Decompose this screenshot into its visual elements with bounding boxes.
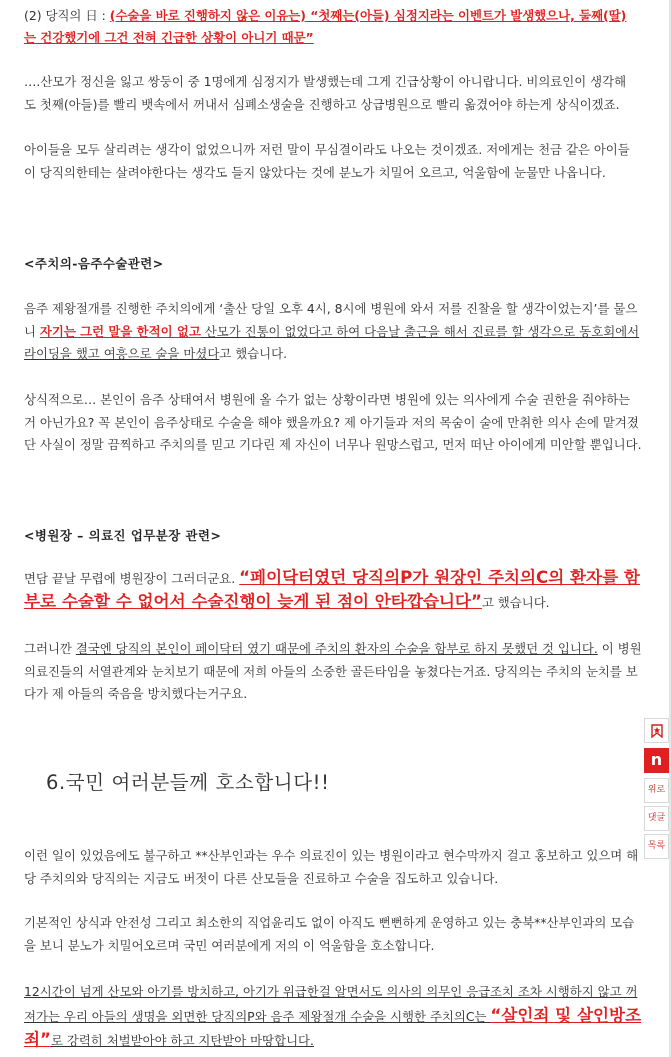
drinking-para-1 [24,298,642,366]
drinking-p1-red: 자기는 그런 말을 한적이 없고 [39,323,201,339]
director-heading: <병원장 – 의료진 업무분장 관련> [24,528,222,543]
comments-label: 댓글 [647,813,666,823]
section-6-p3-tail: 로 강력히 처벌받아야 하고 지탄받아 마땅합니다. [50,1033,314,1048]
bookmark-button[interactable] [644,718,669,743]
para-1: ….산모가 정신을 잃고 쌍둥이 중 1명에게 심정지가 발생했는데 그게 긴급상황이 아니랍니다. 비의료인이 생각해도 첫째(아들)를 빨리 뱃속에서 꺼내서 심폐소생술을 진행하고 상급병원으로 빨리 옮겼어야 하는게 상식이겠죠. [24,74,627,112]
intro-paragraph [24,5,634,49]
drinking-p1-c: 고 했습니다. [219,346,288,361]
director-p2-b: 이 병원 의료진들의 서열관계와 눈치보기 때문에 저희 아들의 소중한 골든타임을 놓쳤다는거죠. 당직의는 주치의 눈치를 보다가 제 아들의 죽음을 방치했다는거구요. [24,641,642,701]
director-para-1 [24,566,642,614]
bookmark-icon [651,724,663,738]
drinking-heading: <주치의-음주수술관련> [24,256,164,271]
section-6-para-1: 이런 일이 있었음에도 불구하고 **산부인과는 우수 의료진이 있는 병원이라고 현수막까지 걸고 홍보하고 있으며 해당 주치의와 당직의는 지금도 버젓이 다른 산모들을 진료하고 수술을 집도하고 있습니다. [24,848,639,886]
scroll-top-label: 위로 [647,785,666,795]
director-p1-b: 고 했습니다. [481,595,550,610]
intro-prefix: (2) 당직의 日 : [24,8,110,23]
list-button[interactable] [644,834,669,859]
drinking-p1-b: 산모가 진통이 없었다고 하여 다음날 출근을 해서 진료를 할 생각으로 동호회에서 라이딩을 했고 여흥으로 술을 마셨다 [24,323,640,361]
comments-button[interactable] [644,806,669,831]
director-p1-a: 면담 끝날 무렵에 병원장이 그러더군요. [24,571,240,586]
intro-reason-label: (수술을 바로 진행하지 않은 이유는) [109,8,306,23]
scroll-top-button[interactable] [644,778,669,803]
director-p2-u: 결국엔 당직의 본인이 페이닥터 였기 때문에 주치의 환자의 수술을 함부로 하지 못했던 것 입니다. [75,641,598,656]
drinking-p1-a: 음주 제왕절개를 진행한 주치의에게 ‘출산 당일 오후 4시, 8시에 병원에 와서 저를 진찰을 할 생각이었는지’를 물으니 [24,301,638,339]
section-6-title: 6.국민 여러분들께 호소합니다!! [46,771,330,794]
director-p2-a: 그러니깐 [24,641,76,656]
para-2: 아이들을 모두 살리려는 생각이 없었으니까 저런 말이 무심결이라도 나오는 것이겠죠. 저에게는 천금 같은 아이들이 당직의한테는 살려야한다는 생각도 들지 않았다는 것에 분노가 치밀어 오르고, 억울함에 눈물만 나옵니다. [24,142,630,180]
intro-reason-body: “첫째는(아들) 심정지라는 이벤트가 발생했으나, 둘째(딸)는 건강했기에 그건 전혀 긴급한 상황이 아니기 때문” [24,8,627,45]
director-p1-quote: “페이닥터였던 당직의P가 원장인 주치의C의 환자를 함부로 수술할 수 없어서 수술진행이 늦게 된 점이 안타깝습니다” [24,568,640,611]
section-6-p3-u: 12시간이 넘게 산모와 아기를 방치하고, 아기가 위급한걸 알면서도 의사의 의무인 응급조치 조차 시행하지 않고 꺼져가는 우리 아들의 생명을 외면한 당직의P와 음주 제왕절개 수술을 시행한 주치의C는 [24,984,638,1024]
naver-share-button[interactable] [644,748,669,773]
section-6-p3-red: “살인죄 및 살인방조죄” [24,1005,642,1049]
naver-logo-label: n [650,750,663,769]
list-label: 목록 [647,841,666,851]
director-para-2 [24,638,642,706]
drinking-para-2: 상식적으로… 본인이 음주 상태여서 병원에 올 수가 없는 상황이라면 병원에 있는 의사에게 수술 권한을 줘야하는 거 아닌가요? 꼭 본인이 음주상태로 수술을 해야 했을까요? 제 아기들과 저의 목숨이 술에 만취한 의사 손에 맡겨졌단 사실이 정말 끔찍하고 주치의를 믿고 기다린 제 자신이 너무나 원망스럽고, 먼저 떠난 아이에게 미안할 뿐입니다. [24,392,642,452]
section-6-para-2: 기본적인 상식과 안전성 그리고 최소한의 직업윤리도 없이 아직도 뻔뻔하게 운영하고 있는 충북**산부인과의 모습을 보니 분노가 치밀어오르며 국민 여러분에게 저의 이 억울함을 호소합니다. [24,915,635,953]
section-6-para-3 [24,981,642,1053]
